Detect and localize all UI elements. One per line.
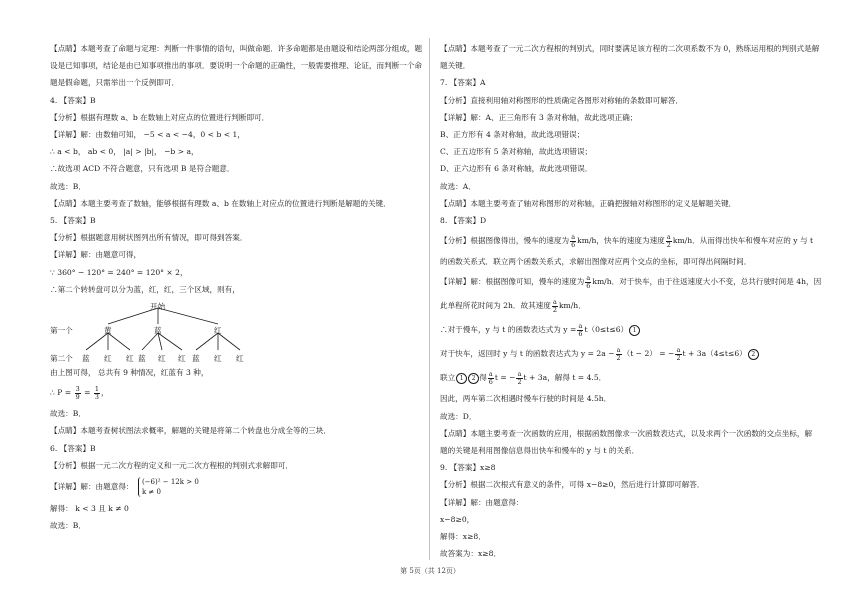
text-line bbox=[440, 366, 812, 390]
text-line: 题关键． bbox=[440, 61, 471, 71]
tree-node: 黄 bbox=[104, 326, 112, 336]
text-line: 【详解】解：A、正三角形有 3 条对称轴，故此选项正确； bbox=[440, 112, 638, 122]
tree-leaf: 红 bbox=[214, 354, 222, 364]
denominator: 9 bbox=[75, 392, 80, 401]
fraction bbox=[516, 371, 522, 386]
tree-leaf: 红 bbox=[158, 354, 166, 364]
text-fragment: 【详解】解：由题意得： bbox=[50, 482, 134, 492]
circled-number: 1 bbox=[629, 325, 640, 336]
inequality: k ≠ 0 bbox=[141, 488, 161, 497]
numerator: 3 bbox=[75, 384, 80, 393]
tree-row-label: 第一个 bbox=[50, 326, 73, 336]
text-fragment: 【详解】解：根据图像可知，慢车的速度为 bbox=[440, 277, 585, 287]
text-line: 解得：x≥8． bbox=[440, 532, 486, 542]
text-line: x−8≥0， bbox=[440, 514, 475, 524]
answer-heading: 4. 【答案】B bbox=[50, 95, 96, 105]
text-fragment: t = − bbox=[494, 373, 516, 383]
text-fragment: ∴ P = bbox=[50, 388, 72, 398]
circled-number: 2 bbox=[748, 349, 759, 360]
text-line: 设是已知事项，结论是由已知事项推出的事项．要说明一个命题的正确性，一般需要推理、论证，而判断一个命 bbox=[50, 61, 423, 71]
text-fragment: 联立 bbox=[440, 373, 456, 383]
right-column bbox=[440, 40, 822, 562]
answer-heading: 6. 【答案】B bbox=[50, 443, 96, 453]
tree-leaf: 红 bbox=[178, 354, 186, 364]
fraction bbox=[577, 323, 583, 338]
text-fragment: km/h．对于快车，由于往返速度大小不变，总共行驶时间是 4h，因 bbox=[592, 277, 822, 287]
text-fragment: km/h．从而得出快车和慢车对应的 y 与 t bbox=[672, 236, 814, 246]
fraction bbox=[585, 275, 591, 290]
tree-row-label: 第二个 bbox=[50, 354, 73, 364]
text-line: B、正方形有 4 条对称轴，故此选项错误； bbox=[440, 130, 585, 140]
circled-number: 1 bbox=[456, 373, 467, 384]
denominator: 2 bbox=[517, 377, 522, 386]
fraction bbox=[488, 371, 494, 386]
denominator: 6 bbox=[578, 329, 583, 338]
numerator: a bbox=[488, 369, 493, 378]
numerator: a bbox=[666, 232, 671, 241]
numerator: 1 bbox=[94, 384, 99, 393]
text-line: 【点睛】本题考查了命题与定理：判断一件事情的语句，叫做命题．许多命题都是由题设和结论两部分组成，题 bbox=[50, 44, 423, 53]
text-line: 题是假命题，只需举出一个反例即可． bbox=[50, 78, 180, 88]
numerator: a bbox=[571, 232, 576, 241]
text-line: 的函数关系式．联立两个函数关系式，求解出图像对应两个交点的坐标，即可得出间隔时间． bbox=[440, 257, 752, 267]
text-line: 【点睛】本题考查了一元二次方程根的判别式，同时要满足该方程的二次项系数不为 0，熟练运用根的判别式是解 bbox=[440, 44, 820, 53]
numerator: a bbox=[552, 297, 557, 306]
tree-node: 蓝 bbox=[154, 326, 162, 336]
denominator: 6 bbox=[586, 281, 591, 290]
tree-root: 开始 bbox=[150, 302, 166, 312]
denominator: 2 bbox=[616, 353, 621, 362]
text-fragment: t + 3a（4≤t≤6） bbox=[682, 349, 747, 359]
numerator: a bbox=[578, 321, 583, 330]
text-line bbox=[440, 318, 812, 342]
text-line: ∵ 360° − 120° = 240° = 120° × 2， bbox=[50, 267, 188, 277]
text-line: ∴第二个转转盘可以分为蓝，红，红，三个区域，则有， bbox=[50, 284, 240, 294]
column-divider bbox=[429, 38, 430, 560]
numerator: a bbox=[517, 369, 522, 378]
tree-leaf: 蓝 bbox=[82, 354, 90, 364]
equation-system bbox=[138, 477, 199, 497]
tree-diagram bbox=[50, 300, 416, 362]
text-fragment: km/h． bbox=[558, 301, 586, 311]
denominator: 6 bbox=[488, 377, 493, 386]
text-fragment: km/h，快车的速度为速度 bbox=[577, 236, 665, 246]
text-line: 故答案为：x≥8． bbox=[440, 549, 502, 559]
fraction bbox=[75, 386, 81, 401]
answer-heading: 7. 【答案】A bbox=[440, 78, 486, 88]
text-line: 【分析】直接利用轴对称图形的性质确定各图形对称轴的条数即可解答． bbox=[440, 95, 683, 105]
text-line: 【分析】根据二次根式有意义的条件，可得 x−8≥0，然后进行计算即可解答． bbox=[440, 480, 705, 490]
text-line: 【分析】根据有理数 a、b 在数轴上对应点的位置进行判断即可． bbox=[50, 112, 270, 122]
text-line bbox=[440, 294, 812, 318]
answer-heading: 9. 【答案】x≥8 bbox=[440, 463, 496, 473]
text-line bbox=[440, 270, 822, 294]
text-line: 题的关键是利用图像信息得出快车和慢车的 y 与 t 的关系． bbox=[440, 446, 640, 456]
probability-line bbox=[50, 381, 416, 405]
tree-leaf: 蓝 bbox=[138, 354, 146, 364]
text-line: 【详解】解：由数轴可知， −5 < a < −4，0 < b < 1， bbox=[50, 130, 245, 140]
text-line: ∴故选项 ACD 不符合题意，只有选项 B 是符合题意． bbox=[50, 164, 235, 174]
page-footer: 第 5页（共 12页） bbox=[400, 567, 460, 575]
text-line: C、正五边形有 5 条对称轴，故此选项错误； bbox=[440, 147, 593, 157]
denominator: 2 bbox=[552, 305, 557, 314]
text-fragment: t（0≤t≤6） bbox=[584, 325, 629, 335]
text-line: 【点睛】本题考查树状图法求概率，解题的关键是将第二个转盘也分成全等的三块． bbox=[50, 426, 331, 436]
text-fragment: 得 bbox=[479, 373, 487, 383]
circled-number: 2 bbox=[468, 373, 479, 384]
text-line: 解得： k < 3 且 k ≠ 0 bbox=[50, 504, 129, 514]
text-line bbox=[440, 342, 812, 366]
text-line: 【详解】解：由题意得： bbox=[440, 497, 524, 507]
text-line: 故选：D． bbox=[440, 411, 477, 421]
denominator: 3 bbox=[94, 392, 99, 401]
fraction bbox=[666, 234, 672, 249]
answer-heading: 8. 【答案】D bbox=[440, 216, 487, 226]
fraction bbox=[570, 234, 576, 249]
text-line: D、正六边形有 6 条对称轴，故此选项错误． bbox=[440, 164, 593, 174]
text-line: 由上图可得， 总共有 9 种情况，红蓝有 3 种， bbox=[50, 368, 209, 378]
fraction bbox=[675, 347, 681, 362]
text-line: 【分析】根据一元二次方程的定义和一元二次方程根的判别式求解即可． bbox=[50, 460, 293, 470]
text-line: 故选：A． bbox=[440, 181, 476, 191]
tree-leaf: 红 bbox=[104, 354, 112, 364]
answer-heading: 5. 【答案】B bbox=[50, 216, 96, 226]
text-fragment: t + 3a，解得 t = 4.5． bbox=[523, 373, 607, 383]
text-line: 【分析】根据题意用树状图列出所有情况，即可得到答案． bbox=[50, 233, 248, 243]
text-line: 【点睛】本题主要考查一次函数的应用，根据函数图像求一次函数表达式，以及求两个一次函数的交点坐标，解 bbox=[440, 428, 813, 438]
text-line: 故选：B． bbox=[50, 181, 86, 191]
numerator: a bbox=[676, 345, 681, 354]
text-fragment: = bbox=[84, 388, 91, 398]
text-fragment: 【分析】根据图像得出，慢车的速度为 bbox=[440, 236, 570, 246]
text-line: 故选：B． bbox=[50, 409, 86, 419]
text-fragment: （t − 2） = − bbox=[622, 349, 675, 359]
text-line: 故选：B． bbox=[50, 521, 86, 531]
fraction bbox=[94, 386, 100, 401]
text-line: 【点睛】本题主要考查了数轴，能够根据有理数 a、b 在数轴上对应点的位置进行判断是解题的关键． bbox=[50, 198, 391, 208]
denominator: 6 bbox=[571, 240, 576, 249]
tree-leaf: 红 bbox=[126, 354, 134, 364]
text-line bbox=[440, 229, 812, 253]
numerator: a bbox=[586, 273, 591, 282]
fraction bbox=[616, 347, 622, 362]
text-fragment: ， bbox=[100, 388, 109, 398]
text-line: 【详解】解：由题意可得， bbox=[50, 250, 142, 260]
text-line: 【点睛】本题主要考查了轴对称图形的对称轴，正确把握轴对称图形的定义是解题关键． bbox=[440, 198, 737, 208]
denominator: 2 bbox=[666, 240, 671, 249]
text-fragment: 对于快车，返回时 y 与 t 的函数表达式为 y = 2a − bbox=[440, 349, 615, 359]
text-fragment: 此单程所花时间为 2h．故其速度 bbox=[440, 301, 551, 311]
text-line: ∴ a < b， ab < 0， |a| > |b|， −b > a， bbox=[50, 147, 199, 157]
text-line: 因此，两车第二次相遇时慢车行驶的时间是 4.5h． bbox=[440, 394, 612, 404]
numerator: a bbox=[616, 345, 621, 354]
tree-node: 红 bbox=[214, 326, 222, 336]
text-fragment: ∴对于慢车，y 与 t 的函数表达式为 y = bbox=[440, 325, 577, 335]
fraction bbox=[552, 299, 558, 314]
tree-leaf: 蓝 bbox=[192, 354, 200, 364]
inequality: (−6)² − 12k > 0 bbox=[141, 478, 199, 487]
denominator: 2 bbox=[676, 353, 681, 362]
system-line bbox=[50, 474, 416, 500]
tree-leaf: 红 bbox=[236, 354, 244, 364]
left-column bbox=[50, 40, 423, 534]
